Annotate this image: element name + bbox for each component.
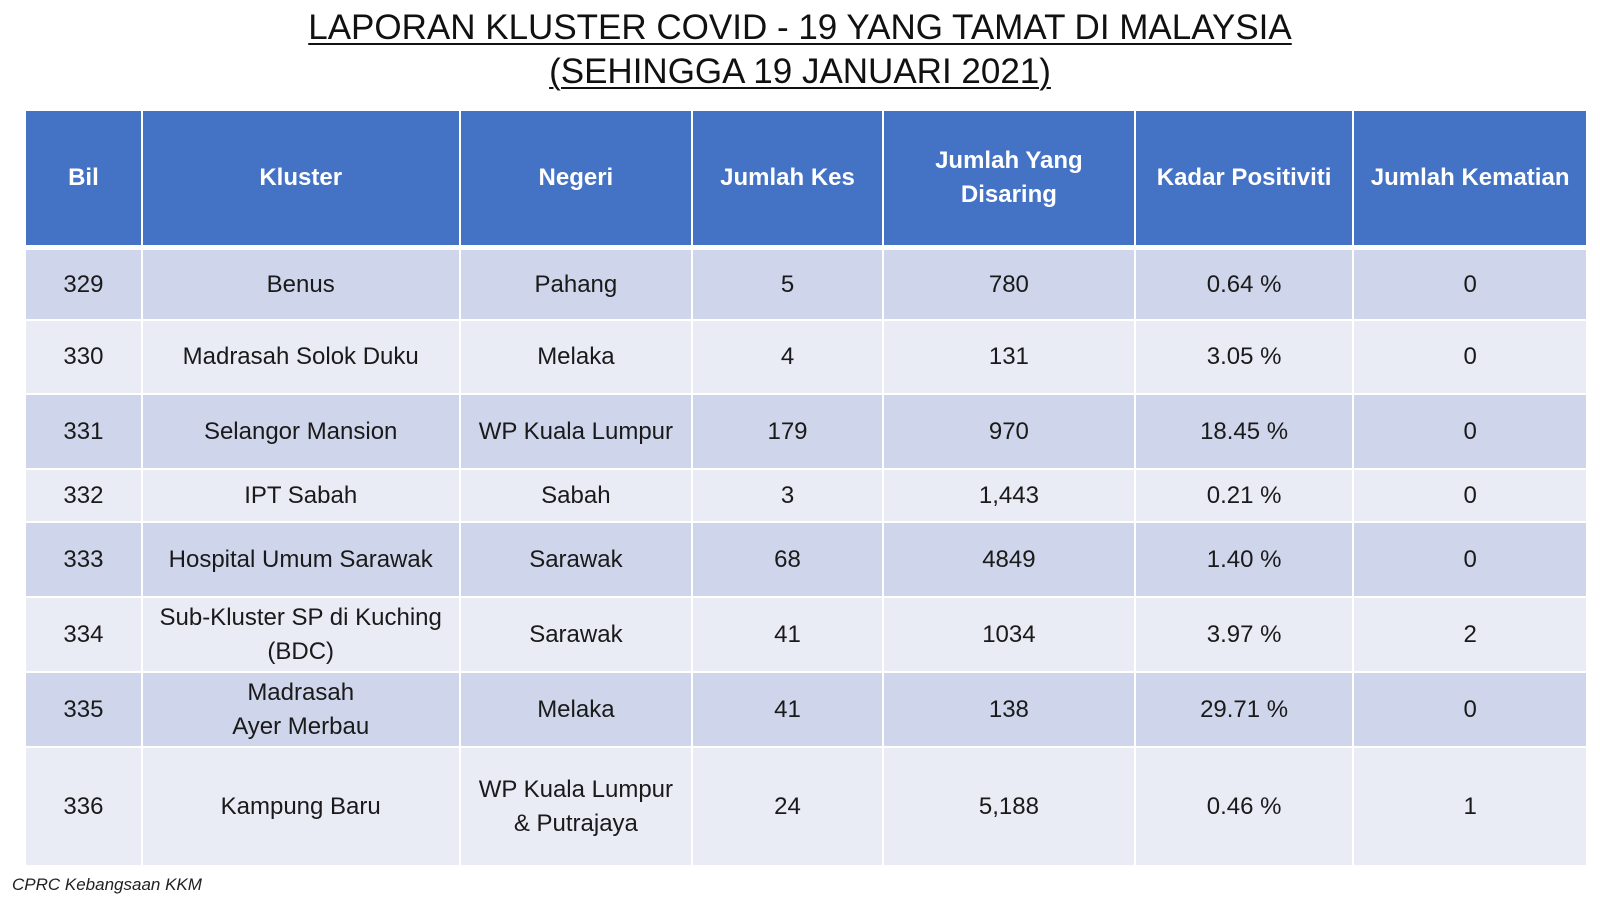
cell-kluster: Madrasah Solok Duku [142,320,460,394]
table-row [25,522,1587,597]
cell-kadar-positiviti: 3.97 % [1135,597,1353,672]
cell-bil: 334 [25,597,142,672]
source-note: CPRC Kebangsaan KKM [12,875,202,894]
table-row [25,597,1587,672]
cell-kadar-positiviti: 18.45 % [1135,394,1353,469]
title-line-2 [0,50,1600,94]
cell-kluster: Madrasah Ayer Merbau [142,672,460,747]
cell-bil: 329 [25,248,142,321]
cell-negeri: Sarawak [460,597,693,672]
header-row [25,110,1587,248]
cell-kluster: Selangor Mansion [142,394,460,469]
cell-jumlah-kematian: 0 [1353,320,1587,394]
cell-jumlah-disaring: 138 [883,672,1135,747]
cell-kluster: Sub-Kluster SP di Kuching (BDC) [142,597,460,672]
table-header [25,110,1587,248]
cluster-table [24,109,1588,867]
title-text-1: LAPORAN KLUSTER COVID - 19 YANG TAMAT DI MALAYSIA [308,8,1292,47]
table-row [25,469,1587,522]
cell-kluster: Hospital Umum Sarawak [142,522,460,597]
header-jumlah-kematian: Jumlah Kematian [1353,110,1587,248]
header-bil: Bil [25,110,142,248]
cell-bil: 332 [25,469,142,522]
cell-kadar-positiviti: 1.40 % [1135,522,1353,597]
table-row [25,320,1587,394]
cell-jumlah-kematian: 0 [1353,672,1587,747]
cell-jumlah-disaring: 4849 [883,522,1135,597]
cell-jumlah-disaring: 970 [883,394,1135,469]
cell-negeri: Melaka [460,320,693,394]
cell-negeri: Sabah [460,469,693,522]
cell-jumlah-kematian: 1 [1353,747,1587,866]
cell-kadar-positiviti: 0.46 % [1135,747,1353,866]
cell-jumlah-kes: 41 [692,597,883,672]
cell-bil: 336 [25,747,142,866]
header-jumlah-disaring: Jumlah Yang Disaring [883,110,1135,248]
cell-kluster: Kampung Baru [142,747,460,866]
cell-negeri: Melaka [460,672,693,747]
header-negeri: Negeri [460,110,693,248]
cell-negeri: WP Kuala Lumpur & Putrajaya [460,747,693,866]
cell-jumlah-kematian: 0 [1353,469,1587,522]
cell-jumlah-kematian: 0 [1353,394,1587,469]
cell-negeri: Sarawak [460,522,693,597]
cell-kadar-positiviti: 0.21 % [1135,469,1353,522]
cell-jumlah-kematian: 2 [1353,597,1587,672]
title-line-1 [0,6,1600,50]
table-body [25,248,1587,867]
header-jumlah-kes: Jumlah Kes [692,110,883,248]
cell-jumlah-disaring: 1,443 [883,469,1135,522]
cell-bil: 333 [25,522,142,597]
cell-negeri: WP Kuala Lumpur [460,394,693,469]
cell-jumlah-kematian: 0 [1353,522,1587,597]
cell-kluster: Benus [142,248,460,321]
cell-jumlah-kematian: 0 [1353,248,1587,321]
table-row [25,248,1587,321]
cell-jumlah-kes: 5 [692,248,883,321]
cell-jumlah-disaring: 5,188 [883,747,1135,866]
cell-jumlah-kes: 68 [692,522,883,597]
cell-negeri: Pahang [460,248,693,321]
header-kluster: Kluster [142,110,460,248]
cell-jumlah-disaring: 131 [883,320,1135,394]
table-row [25,394,1587,469]
cell-jumlah-disaring: 780 [883,248,1135,321]
page-title [0,6,1600,94]
title-text-2: (SEHINGGA 19 JANUARI 2021) [549,52,1051,91]
cell-jumlah-kes: 3 [692,469,883,522]
cell-bil: 335 [25,672,142,747]
cell-jumlah-kes: 4 [692,320,883,394]
cell-jumlah-disaring: 1034 [883,597,1135,672]
cell-jumlah-kes: 24 [692,747,883,866]
cell-bil: 331 [25,394,142,469]
cell-jumlah-kes: 41 [692,672,883,747]
cell-kadar-positiviti: 3.05 % [1135,320,1353,394]
cell-kadar-positiviti: 0.64 % [1135,248,1353,321]
cell-bil: 330 [25,320,142,394]
cell-kluster: IPT Sabah [142,469,460,522]
cell-jumlah-kes: 179 [692,394,883,469]
cell-kadar-positiviti: 29.71 % [1135,672,1353,747]
table-row [25,672,1587,747]
header-kadar-positiviti: Kadar Positiviti [1135,110,1353,248]
table-row [25,747,1587,866]
